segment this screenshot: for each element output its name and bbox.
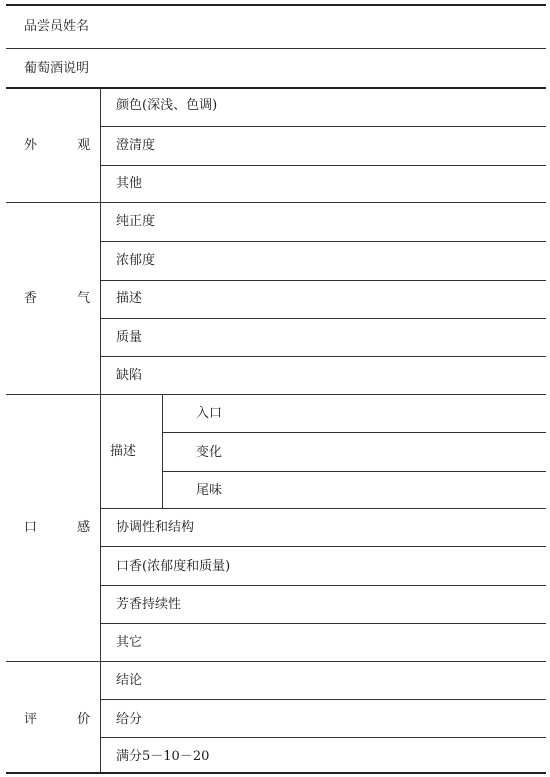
item-intensity: 浓郁度 (116, 253, 156, 268)
section-label-evaluation: 评 价 (24, 712, 109, 727)
row-divider (100, 623, 546, 624)
row-divider (6, 87, 546, 89)
subgroup-label-description: 描述 (110, 444, 137, 459)
item-defects: 缺陷 (116, 368, 143, 383)
item-purity: 纯正度 (116, 214, 156, 229)
row-divider (100, 508, 546, 509)
column-divider (100, 88, 101, 773)
row-divider (100, 699, 546, 700)
row-divider (100, 241, 546, 242)
item-finish: 尾味 (196, 483, 223, 498)
item-max-score: 满分5－10－20 (116, 749, 210, 764)
item-other-palate: 其它 (116, 635, 143, 650)
item-color: 颜色(深浅、色调) (116, 98, 218, 113)
row-divider (162, 432, 546, 433)
row-divider (100, 318, 546, 319)
wine-description-label: 葡萄酒说明 (24, 61, 90, 76)
subcolumn-divider (162, 395, 163, 508)
section-label-palate: 口 感 (24, 520, 109, 535)
table-top-border (6, 4, 546, 6)
item-balance-structure: 协调性和结构 (116, 520, 195, 535)
row-divider (162, 471, 546, 472)
section-label-appearance: 外 观 (24, 138, 109, 153)
row-divider (100, 165, 546, 166)
item-attack: 入口 (196, 406, 223, 421)
item-other: 其他 (116, 176, 143, 191)
section-divider (6, 394, 546, 395)
item-conclusion: 结论 (116, 673, 143, 688)
row-divider (100, 546, 546, 547)
item-description: 描述 (116, 291, 143, 306)
row-divider (6, 48, 546, 49)
item-retronasal-aroma: 口香(浓郁度和质量) (116, 559, 231, 574)
row-divider (100, 280, 546, 281)
section-divider (6, 661, 546, 662)
row-divider (100, 126, 546, 127)
item-score: 给分 (116, 712, 143, 727)
section-divider (6, 202, 546, 203)
row-divider (100, 737, 546, 738)
item-quality: 质量 (116, 330, 143, 345)
row-divider (100, 585, 546, 586)
item-clarity: 澄清度 (116, 138, 156, 153)
row-divider (100, 356, 546, 357)
taster-name-label: 品尝员姓名 (24, 19, 90, 34)
item-evolution: 变化 (196, 445, 223, 460)
section-label-aroma: 香 气 (24, 291, 109, 306)
item-persistence: 芳香持续性 (116, 597, 182, 612)
table-bottom-border (6, 772, 546, 774)
